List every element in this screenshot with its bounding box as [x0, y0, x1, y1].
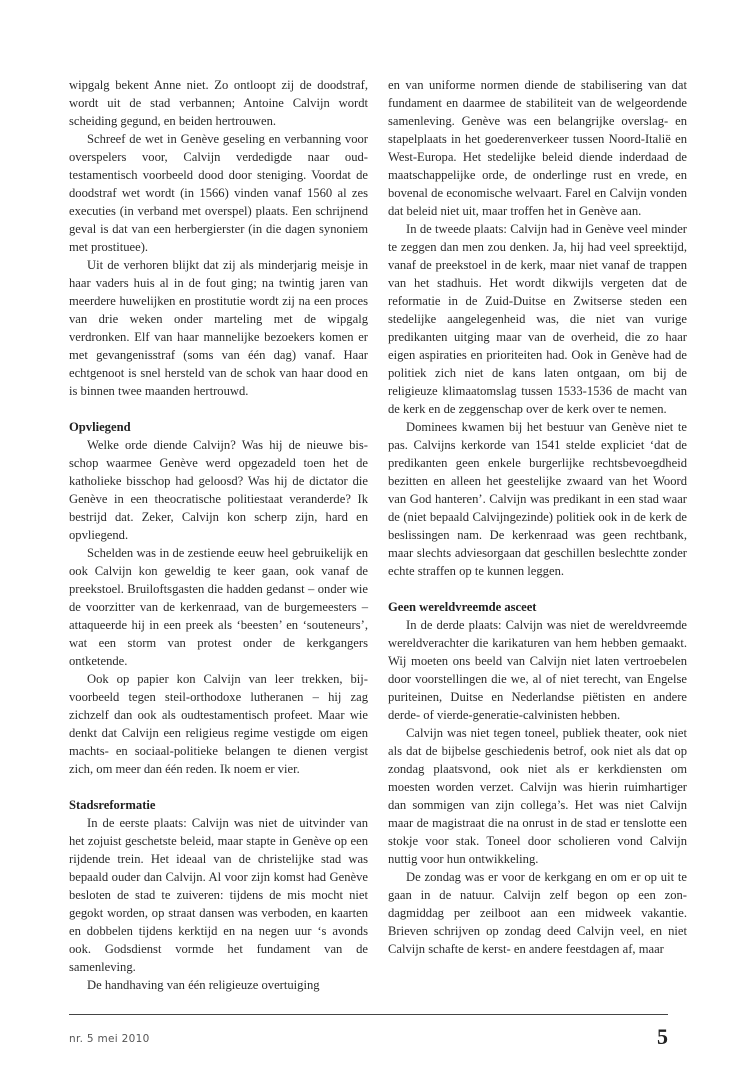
paragraph: en van uniforme normen diende de stabilisering van dat fundament en daarmee de stabiliteit van de welgeordende samenleving. Genève was een belangrijke overslag- en stapelplaats in het goederenverkeer tussen Noord-Italië en West-Europa. Het stedelijke beleid diende inderdaad de maatschappelijke orde, de onderlinge rust en vrede, en bovenal de economische welvaart. Farel en Calvijn vonden dat beleid niet uit, maar troffen het in Genève aan.	[388, 78, 687, 218]
paragraph: In de eerste plaats: Calvijn was niet de uitvinder van het zojuist geschetste beleid, maar stapte in Genève op een rijdende trein. Het ideaal van de christelijke stad was bepaald ouder dan Calvijn. Al voor zijn komst had Genève besloten de stad te zuiveren: tijdens de mis mocht niet gegokt worden, op straat dansen was verboden, en kaarten en dobbelen tijdens kerktijd en na negen uur ‘s avonds ook. Godsdienst vormde het fundament van de samenleving.	[69, 816, 368, 974]
left-column	[69, 76, 368, 994]
paragraph: Welke orde diende Calvijn? Was hij de nieuwe bisschop waarmee Genève werd opgezadeld toen het de katholieke bisschop had geloosd? Was hij de dictator die Genève in een theocratische politiestaat veranderde? Ik bestrijd dat. Zeker, Calvijn kon scherp zijn, hard en opvliegend.	[69, 438, 368, 542]
paragraph: Dominees kwamen bij het bestuur van Genève niet te pas. Calvijns kerkorde van 1541 stelde expliciet ‘dat de predikanten geen enkele burgerlijke rechtsbevoegdheid bezitten en alleen het geestelijke zwaard van het Woord van God hanteren’. Calvijn was predikant in een stad waar de (niet bepaald Calvijngezinde) politiek ook in de kerk de beslissingen nam. De kerkenraad was geen rechtbank, maar slechts adviesorgaan dat geschillen beslechtte zonder echte straffen op te kunnen leggen.	[388, 420, 687, 578]
right-column	[388, 76, 687, 958]
footer-rule	[69, 1014, 668, 1015]
paragraph: In de derde plaats: Calvijn was niet de wereldvreemde wereldverachter die karikaturen van hem hebben gemaakt. Wij moeten ons beeld van Calvijn niet laten vertroebelen door voorstellingen die we, al of niet terecht, van Engelse puriteinen, Duitse en Nederlandse piëtisten en andere derde- of vierde-generatie-calvinisten hebben.	[388, 618, 687, 722]
paragraph: Uit de verhoren blijkt dat zij als minderjarig meisje in haar vaders huis al in de fout ging; na twintig jaren van meerdere huwelijken en prostitutie wordt zij na een proces van drie weken onder marteling met de wipgalg verdronken. Elf van haar mannelijke bezoekers komen er met gevangenisstraf (soms van één dag) vanaf. Haar echtgenoot is snel hersteld van de schok van haar dood en is binnen twee maanden hertrouwd.	[69, 258, 368, 398]
paragraph: Schelden was in de zestiende eeuw heel gebruikelijk en ook Calvijn kon geweldig te keer gaan, ook vanaf de preekstoel. Bruiloftsgasten die hadden gedanst – onder wie de voorzitter van de kerkenraad, van de burgemeesters – attaqueerde hij in een preek als ‘beesten’ en ‘souteneurs’, wat een storm van protest onder de kerkgangers ontketende.	[69, 546, 368, 668]
section-heading: Opvliegend	[69, 420, 131, 434]
paragraph: De zondag was er voor de kerkgang en om er op uit te gaan in de natuur. Calvijn zelf begon op een zondagmiddag per zeilboot aan een midweek vakantie. Brieven schrijven op zondag deed Calvijn veel, en niet Calvijn schafte de kerst- en andere feestdagen af, maar	[388, 870, 687, 956]
paragraph: In de tweede plaats: Calvijn had in Genève veel minder te zeggen dan men zou denken. Ja, hij had veel spreektijd, vanaf de preekstoel in de kerk, maar niet vanaf de trappen van het stadhuis. Het wordt dikwijls vergeten dat de reformatie in de Zuid-Duitse en Zwitserse steden een stedelijke aangelegenheid was, die niet van vurige predikanten uitging maar van de overheid, die zo haar eigen aspiraties en prioriteiten had. Ook in Genève had de politiek zich niet de kans laten ontgaan, om bij de religieuze klimaatomslag tussen 1533-1536 de macht van de kerk en de zeggenschap over de kerk over te nemen.	[388, 222, 687, 416]
section-heading: Stadsreformatie	[69, 798, 156, 812]
page-number: 5	[657, 1024, 668, 1049]
paragraph: wipgalg bekent Anne niet. Zo ontloopt zij de doodstraf, wordt uit de stad verbannen; Antoine Calvijn wordt scheiding gegund, en beiden hertrouwen.	[69, 78, 368, 128]
paragraph: Ook op papier kon Calvijn van leer trekken, bijvoorbeeld tegen steil-orthodoxe lutheranen – hij zag zichzelf dan ook als oudtestamentisch profeet. Maar wie denkt dat Calvijn een religieus regime vestigde om eigen machts- en sociaal-politieke belangen te dienen vergist zich, om meer dan één reden. Ik noem er vier.	[69, 672, 368, 776]
section-heading: Geen wereldvreemde asceet	[388, 600, 537, 614]
paragraph: Schreef de wet in Genève geseling en verbanning voor overspelers voor, Calvijn verdedigde naar oudtestamentisch voorbeeld dood door steniging. Voordat de doodstraf wet wordt (in 1566) vinden vanaf 1560 al zes executies (in verband met overspel) plaats. Een schrijnend geval is dat van een herbergierster (in die dagen synoniem met prostituee).	[69, 132, 368, 254]
issue-label: nr. 5 mei 2010	[69, 1033, 150, 1045]
paragraph: Calvijn was niet tegen toneel, publiek theater, ook niet als dat de bijbelse geschiedenis betrof, ook niet als dat op zondag plaatsvond, ook niet als er kerkdiensten om moesten worden verzet. Calvijn was hierin ruimhartiger dan sommigen van zijn collega’s. Het was niet Calvijn maar de magistraat die na onrust in de stad er tenslotte een stokje voor stak. Toneel door scholieren vond Calvijn nuttig voor hun ontwikkeling.	[388, 726, 687, 866]
paragraph: De handhaving van één religieuze overtuiging	[87, 978, 320, 992]
